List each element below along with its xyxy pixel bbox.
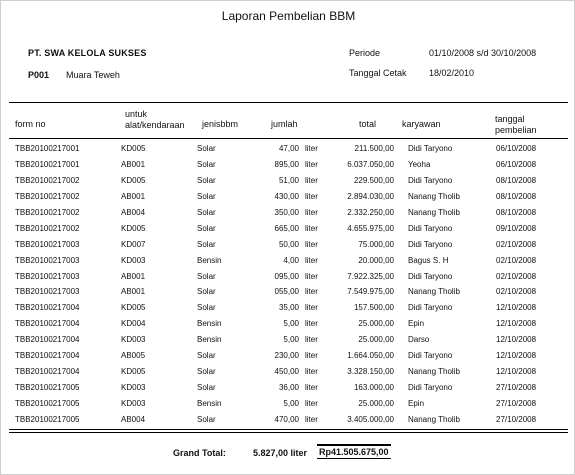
site-code: P001: [28, 70, 50, 80]
cell-fuel-type: Solar: [197, 160, 216, 170]
cell-quantity: 430,00: [274, 192, 299, 202]
cell-total: 3.328.150,00: [347, 366, 394, 376]
cell-unit: liter: [305, 208, 318, 217]
cell-employee: Nanang Tholib: [408, 366, 460, 376]
cell-employee: Epin: [408, 398, 425, 408]
header-top-rule: [9, 102, 568, 103]
cell-vehicle: KD003: [121, 382, 146, 392]
cell-employee: Nanang Tholib: [408, 414, 460, 424]
cell-form-no: TBB20100217003: [15, 255, 80, 265]
cell-total: 6.037.050,00: [347, 160, 394, 170]
site-location: Muara Teweh: [66, 70, 120, 80]
purchase-table: [9, 141, 568, 427]
cell-date: 08/10/2008: [496, 208, 537, 217]
cell-total: 7.549.975,00: [347, 287, 394, 297]
cell-form-no: TBB20100217004: [15, 335, 80, 345]
cell-form-no: TBB20100217004: [15, 303, 80, 313]
cell-employee: Didi Taryono: [408, 271, 453, 281]
cell-vehicle: KD003: [121, 255, 146, 265]
cell-date: 02/10/2008: [496, 271, 537, 281]
header-bottom-rule: [9, 138, 568, 139]
cell-employee: Didi Taryono: [408, 239, 453, 249]
cell-unit: liter: [305, 255, 318, 265]
cell-fuel-type: Solar: [197, 382, 216, 392]
cell-total: 25.000,00: [358, 335, 394, 345]
print-date-label: Tanggal Cetak: [349, 68, 407, 78]
cell-vehicle: AB001: [121, 287, 146, 297]
cell-date: 12/10/2008: [496, 351, 537, 361]
cell-employee: Didi Taryono: [408, 176, 453, 186]
table-row: [9, 236, 568, 252]
cell-fuel-type: Solar: [197, 351, 216, 361]
cell-quantity: 36,00: [278, 382, 299, 392]
cell-form-no: TBB20100217004: [15, 366, 80, 376]
cell-employee: Nanang Tholib: [408, 192, 460, 202]
cell-date: 06/10/2008: [496, 144, 537, 154]
cell-total: 4.655.975,00: [347, 223, 394, 233]
table-row: [9, 300, 568, 316]
cell-vehicle: AB004: [121, 414, 146, 424]
cell-unit: liter: [305, 192, 318, 202]
cell-fuel-type: Bensin: [197, 255, 222, 265]
table-row: [9, 173, 568, 189]
grand-total-label: Grand Total:: [173, 448, 226, 458]
cell-total: 229.500,00: [353, 176, 394, 186]
cell-employee: Epin: [408, 319, 425, 329]
cell-total: 7.922.325,00: [347, 271, 394, 281]
cell-total: 163.000,00: [353, 382, 394, 392]
cell-vehicle: AB004: [121, 208, 146, 217]
cell-date: 08/10/2008: [496, 192, 537, 202]
col-header-employee: karyawan: [402, 119, 441, 129]
cell-date: 09/10/2008: [496, 223, 537, 233]
cell-date: 12/10/2008: [496, 319, 537, 329]
cell-total: 157.500,00: [353, 303, 394, 313]
cell-employee: Didi Taryono: [408, 382, 453, 392]
table-row: [9, 157, 568, 173]
table-row: [9, 220, 568, 236]
cell-date: 02/10/2008: [496, 255, 537, 265]
cell-vehicle: AB001: [121, 192, 146, 202]
cell-date: 02/10/2008: [496, 239, 537, 249]
cell-form-no: TBB20100217003: [15, 271, 80, 281]
grand-total-amount: Rp41.505.675,00: [317, 444, 391, 459]
cell-form-no: TBB20100217004: [15, 319, 80, 329]
cell-form-no: TBB20100217002: [15, 208, 80, 217]
cell-fuel-type: Solar: [197, 239, 216, 249]
cell-form-no: TBB20100217003: [15, 239, 80, 249]
cell-unit: liter: [305, 398, 318, 408]
cell-quantity: 4,00: [283, 255, 299, 265]
table-row: [9, 141, 568, 157]
cell-employee: Nanang Tholib: [408, 287, 460, 297]
cell-employee: Nanang Tholib: [408, 208, 460, 217]
cell-fuel-type: Bensin: [197, 398, 222, 408]
cell-form-no: TBB20100217005: [15, 382, 80, 392]
cell-vehicle: KD005: [121, 303, 146, 313]
cell-quantity: 230,00: [274, 351, 299, 361]
table-bottom-rule-double: [9, 432, 568, 433]
cell-fuel-type: Solar: [197, 271, 216, 281]
table-row: [9, 205, 568, 221]
cell-form-no: TBB20100217001: [15, 160, 80, 170]
table-row: [9, 332, 568, 348]
table-row: [9, 379, 568, 395]
cell-quantity: 665,00: [274, 223, 299, 233]
col-header-date-line2: pembelian: [495, 125, 537, 135]
cell-quantity: 50,00: [278, 239, 299, 249]
cell-quantity: 5,00: [283, 398, 299, 408]
cell-employee: Didi Taryono: [408, 144, 453, 154]
cell-vehicle: KD004: [121, 319, 146, 329]
cell-fuel-type: Solar: [197, 144, 216, 154]
cell-form-no: TBB20100217005: [15, 398, 80, 408]
table-row: [9, 363, 568, 379]
cell-unit: liter: [305, 335, 318, 345]
table-row: [9, 189, 568, 205]
cell-form-no: TBB20100217005: [15, 414, 80, 424]
cell-quantity: 51,00: [278, 176, 299, 186]
grand-total-quantity: 5.827,00 liter: [253, 448, 308, 458]
table-bottom-rule: [9, 429, 568, 430]
cell-date: 27/10/2008: [496, 398, 537, 408]
cell-quantity: 5,00: [283, 335, 299, 345]
cell-employee: Didi Taryono: [408, 351, 453, 361]
cell-unit: liter: [305, 144, 318, 154]
col-header-vehicle-line2: alat/kendaraan: [125, 120, 185, 130]
cell-unit: liter: [305, 176, 318, 186]
col-header-form-no: form no: [15, 119, 46, 129]
col-header-fuel-type: jenisbbm: [202, 119, 239, 129]
cell-form-no: TBB20100217003: [15, 287, 80, 297]
cell-employee: Darso: [408, 335, 430, 345]
cell-fuel-type: Solar: [197, 366, 216, 376]
cell-quantity: 450,00: [274, 366, 299, 376]
cell-quantity: 47,00: [278, 144, 299, 154]
cell-form-no: TBB20100217002: [15, 192, 80, 202]
cell-quantity: 895,00: [274, 160, 299, 170]
cell-fuel-type: Solar: [197, 303, 216, 313]
cell-vehicle: AB005: [121, 351, 146, 361]
cell-quantity: 350,00: [274, 208, 299, 217]
cell-date: 27/10/2008: [496, 414, 537, 424]
cell-fuel-type: Bensin: [197, 319, 222, 329]
cell-vehicle: KD003: [121, 335, 146, 345]
cell-fuel-type: Solar: [197, 414, 216, 424]
cell-total: 1.664.050,00: [347, 351, 394, 361]
table-row: [9, 348, 568, 364]
cell-unit: liter: [305, 239, 318, 249]
cell-unit: liter: [305, 414, 318, 424]
cell-vehicle: KD005: [121, 223, 146, 233]
table-row: [9, 411, 568, 427]
period-value: 01/10/2008 s/d 30/10/2008: [429, 48, 537, 58]
cell-form-no: TBB20100217004: [15, 351, 80, 361]
cell-vehicle: AB001: [121, 271, 146, 281]
cell-unit: liter: [305, 160, 318, 170]
col-header-date-line1: tanggal: [495, 114, 525, 124]
cell-vehicle: AB001: [121, 160, 146, 170]
cell-vehicle: KD003: [121, 398, 146, 408]
cell-date: 08/10/2008: [496, 176, 537, 186]
cell-employee: Bagus S. H: [408, 255, 449, 265]
cell-total: 25.000,00: [358, 398, 394, 408]
cell-fuel-type: Solar: [197, 192, 216, 202]
cell-unit: liter: [305, 303, 318, 313]
cell-fuel-type: Solar: [197, 176, 216, 186]
cell-unit: liter: [305, 366, 318, 376]
cell-vehicle: KD005: [121, 144, 146, 154]
cell-date: 02/10/2008: [496, 287, 537, 297]
table-row: [9, 316, 568, 332]
cell-fuel-type: Solar: [197, 208, 216, 217]
cell-total: 3.405.000,00: [347, 414, 394, 424]
cell-total: 20.000,00: [358, 255, 394, 265]
cell-form-no: TBB20100217001: [15, 144, 80, 154]
col-header-vehicle-line1: untuk: [125, 109, 148, 119]
table-row: [9, 268, 568, 284]
cell-employee: Didi Taryono: [408, 223, 453, 233]
cell-date: 27/10/2008: [496, 382, 537, 392]
cell-total: 75.000,00: [358, 239, 394, 249]
col-header-total: total: [359, 119, 377, 129]
cell-form-no: TBB20100217002: [15, 223, 80, 233]
cell-unit: liter: [305, 351, 318, 361]
cell-quantity: 35,00: [278, 303, 299, 313]
cell-quantity: 5,00: [283, 319, 299, 329]
cell-unit: liter: [305, 223, 318, 233]
cell-total: 2.332.250,00: [347, 208, 394, 217]
col-header-quantity: jumlah: [271, 119, 298, 129]
report-title: Laporan Pembelian BBM: [221, 9, 356, 23]
cell-unit: liter: [305, 271, 318, 281]
table-row: [9, 252, 568, 268]
cell-vehicle: KD005: [121, 176, 146, 186]
cell-vehicle: KD007: [121, 239, 146, 249]
cell-fuel-type: Solar: [197, 287, 216, 297]
cell-unit: liter: [305, 319, 318, 329]
cell-total: 211.500,00: [354, 144, 394, 154]
cell-quantity: 055,00: [274, 287, 299, 297]
cell-date: 12/10/2008: [496, 303, 537, 313]
cell-total: 2.894.030,00: [347, 192, 394, 202]
cell-total: 25.000,00: [358, 319, 394, 329]
cell-date: 06/10/2008: [496, 160, 537, 170]
print-date-value: 18/02/2010: [429, 68, 475, 78]
cell-quantity: 470,00: [274, 414, 299, 424]
cell-fuel-type: Bensin: [197, 335, 222, 345]
cell-employee: Didi Taryono: [408, 303, 453, 313]
cell-unit: liter: [305, 287, 318, 297]
cell-fuel-type: Solar: [197, 223, 216, 233]
period-label: Periode: [349, 48, 381, 58]
cell-quantity: 095,00: [274, 271, 299, 281]
company-name: PT. SWA KELOLA SUKSES: [28, 48, 147, 58]
cell-vehicle: KD005: [121, 366, 146, 376]
cell-date: 12/10/2008: [496, 335, 537, 345]
table-row: [9, 284, 568, 300]
cell-unit: liter: [305, 382, 318, 392]
cell-employee: Yeoha: [408, 160, 431, 170]
cell-date: 12/10/2008: [496, 366, 537, 376]
cell-form-no: TBB20100217002: [15, 176, 80, 186]
table-row: [9, 395, 568, 411]
